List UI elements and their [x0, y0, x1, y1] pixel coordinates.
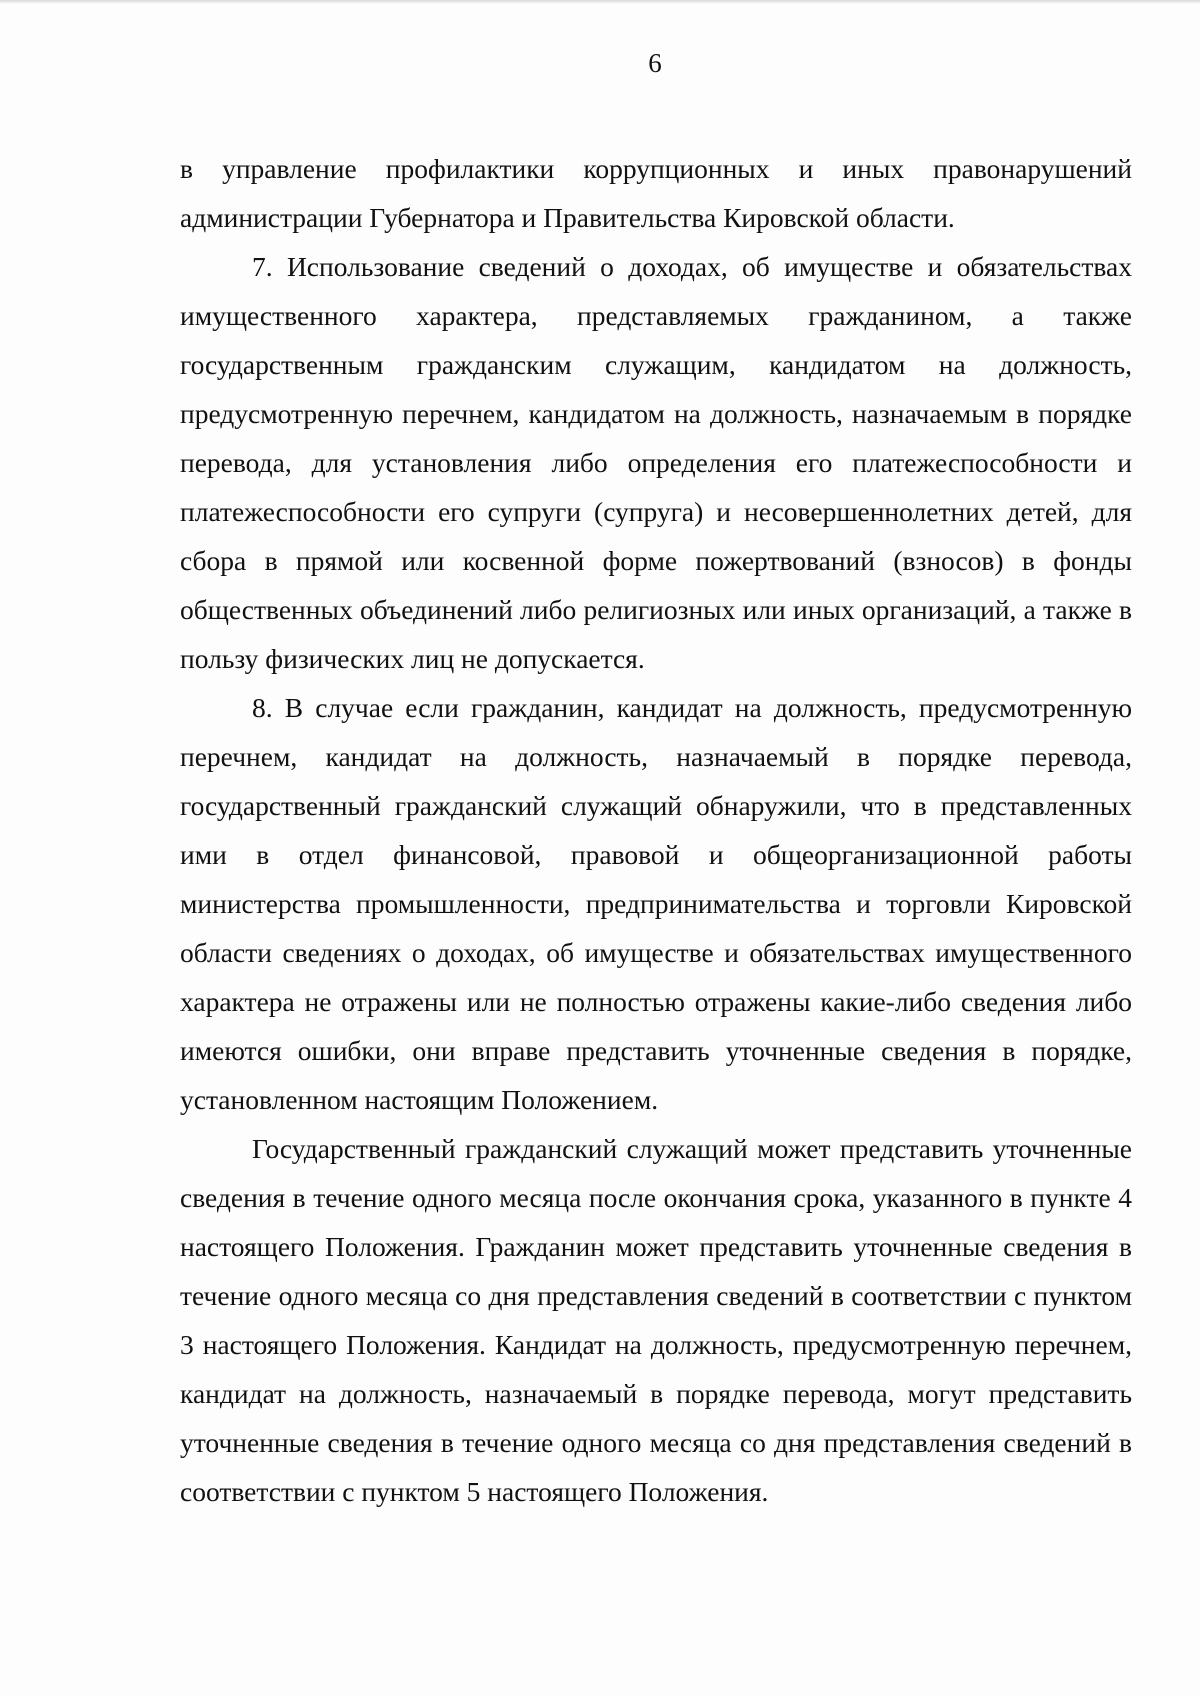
paragraph-item-7: 7. Использование сведений о доходах, об имуществе и обязательствах имущественного характера, представляемых гражданином, а также государственным гражданским служащим, кандидатом на должность, предусмотренную перечнем, кандидатом на должность, назначаемым в порядке перевода, для установления либо определения его платежеспособности и платежеспособности его супруги (супруга) и несовершеннолетних детей, для сбора в прямой или косвенной форме пожертвований (взносов) в фонды общественных объединений либо религиозных или иных организаций, а также в пользу физических лиц не допускается.: [180, 251, 1132, 674]
document-body: [180, 144, 1132, 1516]
scan-top-edge: [0, 0, 1200, 4]
paragraph-item-8: 8. В случае если гражданин, кандидат на должность, предусмотренную перечнем, кандидат на должность, назначаемый в порядке перевода, государственный гражданский служащий обнаружили, что в представленных ими в отдел финансовой, правовой и общеорганизационной работы министерства промышленности, предпринимательства и торговли Кировской области сведениях о доходах, об имуществе и обязательствах имущественного характера не отражены или не полностью отражены какие-либо сведения либо имеются ошибки, они вправе представить уточненные сведения в порядке, установленном настоящим Положением.: [180, 692, 1132, 1115]
paragraph-item-8-continued: Государственный гражданский служащий может представить уточненные сведения в течение одного месяца после окончания срока, указанного в пункте 4 настоящего Положения. Гражданин может представить уточненные сведения в течение одного месяца со дня представления сведений в соответствии с пунктом 3 настоящего Положения. Кандидат на должность, предусмотренную перечнем, кандидат на должность, назначаемый в порядке перевода, могут представить уточненные сведения в течение одного месяца со дня представления сведений в соответствии с пунктом 5 настоящего Положения.: [180, 1133, 1132, 1507]
page-number: 6: [648, 48, 662, 78]
paragraph-continuation: в управление профилактики коррупционных и иных правонарушений администрации Губернатора и Правительства Кировской области.: [180, 153, 1132, 233]
